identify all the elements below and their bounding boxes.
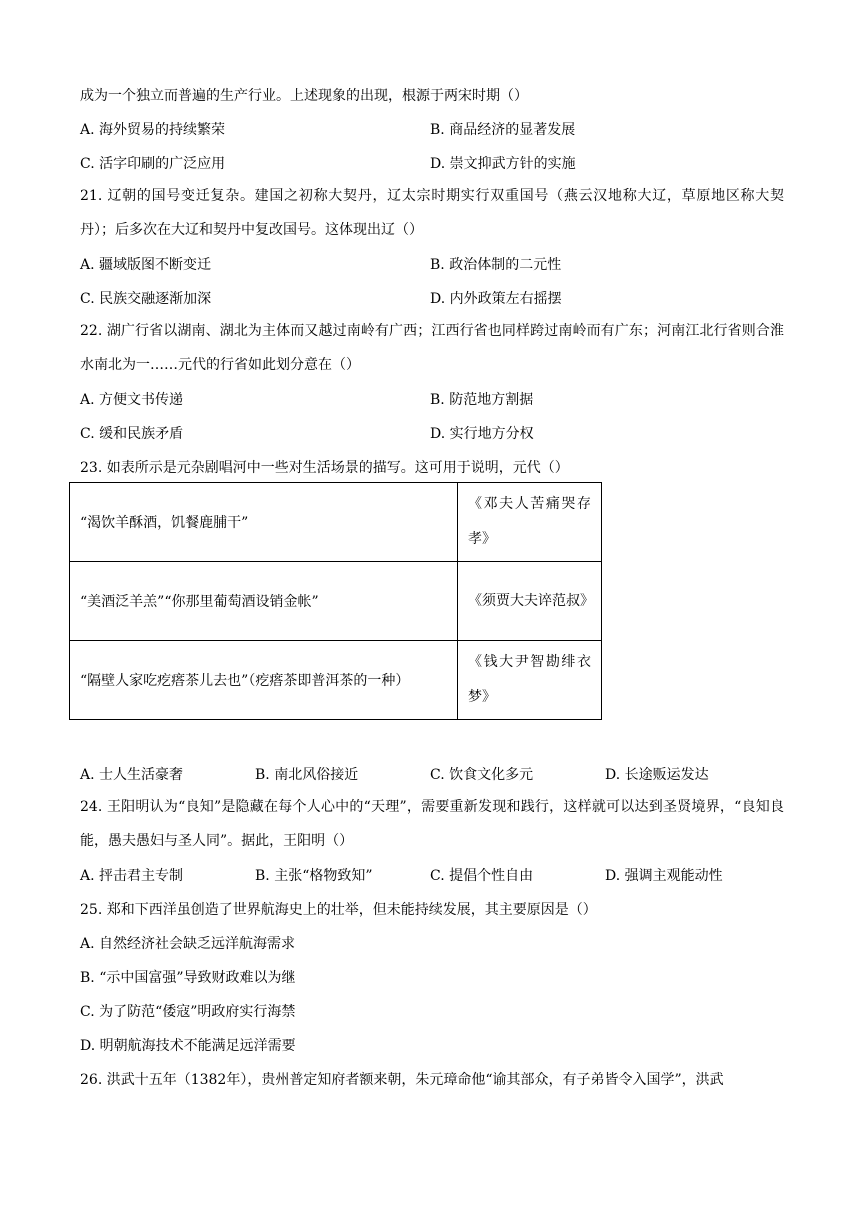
q24-option-c: C. 提倡个性自由 — [430, 868, 534, 884]
q21-option-a: A. 疆域版图不断变迁 — [80, 257, 212, 273]
q20-stem-tail: 成为一个独立而普遍的生产行业。上述现象的出现，根源于两宋时期（） — [80, 88, 528, 104]
q25-option-c: C. 为了防范“倭寇”明政府实行海禁 — [80, 1004, 296, 1020]
table-row — [70, 483, 602, 562]
q22-option-c: C. 缓和民族矛盾 — [80, 426, 184, 442]
q20-option-d: D. 崇文抑武方针的实施 — [430, 156, 576, 172]
q24-stem: 24. 王阳明认为“良知”是隐藏在每个人心中的“天理”，需要重新发现和践行，这样就可以达到圣贤境界，“良知良能，愚夫愚妇与圣人同”。据此，王阳明（） — [80, 799, 784, 849]
q23-option-d: D. 长途贩运发达 — [605, 767, 709, 783]
q23-option-c: C. 饮食文化多元 — [430, 767, 534, 783]
q20-option-a: A. 海外贸易的持续繁荣 — [80, 122, 226, 138]
q25-stem: 25. 郑和下西洋虽创造了世界航海史上的壮举，但未能持续发展，其主要原因是（） — [80, 902, 597, 918]
table-row — [70, 641, 602, 720]
table-row — [70, 562, 602, 641]
q21-stem: 21. 辽朝的国号变迁复杂。建国之初称大契丹，辽太宗时期实行双重国号（燕云汉地称大辽，草原地区称大契丹）；后多次在大辽和契丹中复改国号。这体现出辽（） — [80, 188, 784, 238]
q22-option-d: D. 实行地方分权 — [430, 426, 534, 442]
q22-option-b: B. 防范地方割据 — [430, 392, 534, 408]
q24-option-b: B. 主张“格物致知” — [255, 868, 373, 884]
q25-option-a: A. 自然经济社会缺乏远洋航海需求 — [80, 936, 296, 952]
q22-option-a: A. 方便文书传递 — [80, 392, 184, 408]
q25-option-d: D. 明朝航海技术不能满足远洋需要 — [80, 1038, 296, 1054]
q20-option-c: C. 活字印刷的广泛应用 — [80, 156, 226, 172]
table-cell-source: 《钱大尹智勘绯衣梦》 — [458, 641, 602, 720]
table-cell-source: 《邓夫人苦痛哭存孝》 — [458, 483, 602, 562]
q24-option-d: D. 强调主观能动性 — [605, 868, 723, 884]
q24-option-a: A. 抨击君主专制 — [80, 868, 184, 884]
q23-stem: 23. 如表所示是元杂剧唱河中一些对生活场景的描写。这可用于说明，元代（） — [80, 460, 569, 476]
q21-option-c: C. 民族交融逐渐加深 — [80, 291, 212, 307]
q21-option-b: B. 政治体制的二元性 — [430, 257, 562, 273]
q26-stem: 26. 洪武十五年（1382年），贵州普定知府者额来朝，朱元璋命他“谕其部众，有子弟皆令入国学”，洪武 — [80, 1072, 724, 1088]
table-cell-quote: “美酒泛羊羔”“你那里葡萄酒设销金帐” — [70, 562, 458, 641]
q22-stem: 22. 湖广行省以湖南、湖北为主体而又越过南岭有广西；江西行省也同样跨过南岭而有广东；河南江北行省则合淮水南北为一……元代的行省如此划分意在（） — [80, 323, 784, 373]
q21-option-d: D. 内外政策左右摇摆 — [430, 291, 562, 307]
q23-option-a: A. 士人生活豪奢 — [80, 767, 184, 783]
q20-option-b: B. 商品经济的显著发展 — [430, 122, 576, 138]
table-cell-source: 《须贾大夫谇范叔》 — [458, 562, 602, 641]
q23-option-b: B. 南北风俗接近 — [255, 767, 359, 783]
table-cell-quote: “渴饮羊酥酒，饥餐鹿脯干” — [70, 483, 458, 562]
q25-option-b: B. “示中国富强”导致财政难以为继 — [80, 970, 296, 986]
q23-table — [69, 482, 602, 720]
table-cell-quote: “隔壁人家吃疙瘩茶儿去也”（疙瘩茶即普洱茶的一种） — [70, 641, 458, 720]
